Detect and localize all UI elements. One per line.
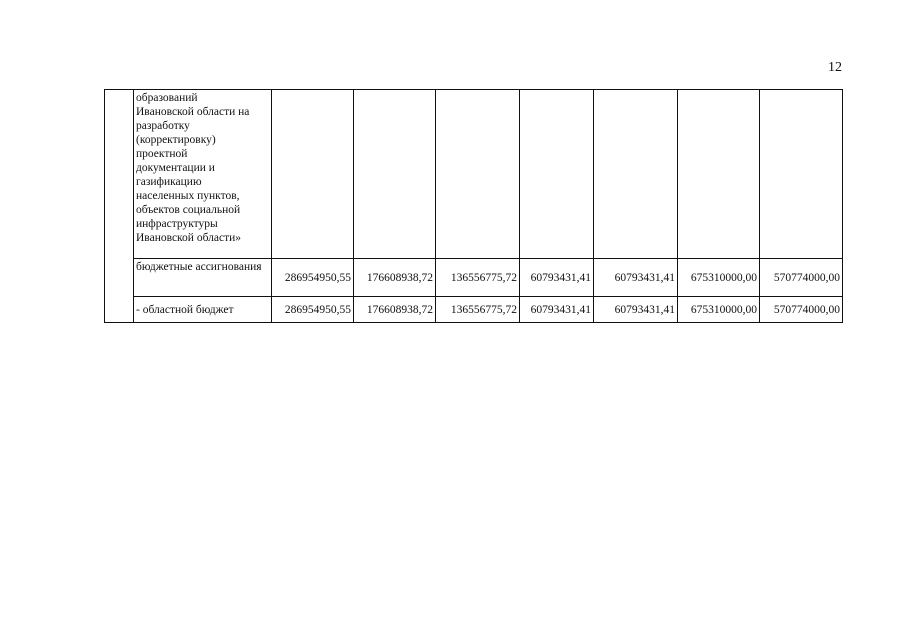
value-cell: 136556775,72 <box>436 297 520 323</box>
empty-cell <box>760 90 843 259</box>
empty-cell <box>520 90 594 259</box>
value-cell: 60793431,41 <box>594 297 678 323</box>
index-cell <box>105 90 134 323</box>
description-line: населенных пунктов, <box>136 190 240 202</box>
value-cell: 60793431,41 <box>594 259 678 297</box>
value-cell: 60793431,41 <box>520 297 594 323</box>
empty-cell <box>594 90 678 259</box>
empty-cell <box>354 90 436 259</box>
value-cell: 286954950,55 <box>272 297 354 323</box>
page-number: 12 <box>828 60 842 75</box>
value-cell: 136556775,72 <box>436 259 520 297</box>
description-line: образований <box>136 92 198 104</box>
budget-table <box>104 89 843 323</box>
empty-cell <box>272 90 354 259</box>
description-cell <box>134 90 272 259</box>
empty-cell <box>678 90 760 259</box>
value-cell: 570774000,00 <box>760 259 843 297</box>
description-line: документации и <box>136 162 215 174</box>
row-label: бюджетные ассигнования <box>134 259 272 297</box>
description-line: объектов социальной <box>136 204 241 216</box>
value-cell: 570774000,00 <box>760 297 843 323</box>
description-line: (корректировку) <box>136 134 216 146</box>
value-cell: 675310000,00 <box>678 259 760 297</box>
description-line: Ивановской области на <box>136 106 250 118</box>
value-cell: 286954950,55 <box>272 259 354 297</box>
description-row <box>105 90 843 259</box>
description-line: Ивановской области» <box>136 232 242 244</box>
description-line: инфраструктуры <box>136 218 218 230</box>
description-line: проектной <box>136 148 188 160</box>
value-cell: 675310000,00 <box>678 297 760 323</box>
table-row <box>105 259 843 297</box>
value-cell: 176608938,72 <box>354 259 436 297</box>
table-row <box>105 297 843 323</box>
description-line: разработку <box>136 120 190 132</box>
value-cell: 176608938,72 <box>354 297 436 323</box>
row-label: - областной бюджет <box>134 297 272 323</box>
empty-cell <box>436 90 520 259</box>
description-line: газификацию <box>136 176 202 188</box>
value-cell: 60793431,41 <box>520 259 594 297</box>
